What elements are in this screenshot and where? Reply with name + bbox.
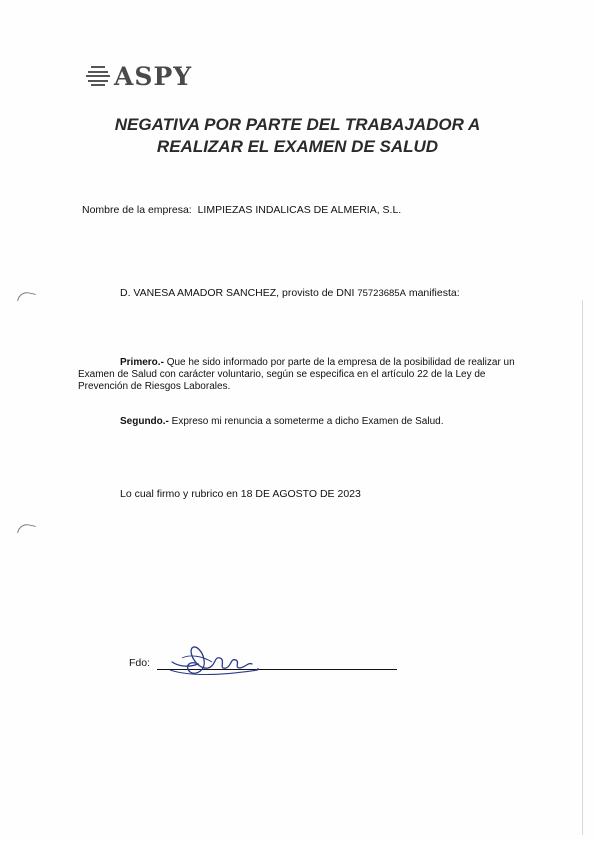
- declarant-name: D. VANESA AMADOR SANCHEZ,: [120, 287, 280, 299]
- scan-edge-line: [582, 300, 583, 835]
- dni-number: 75723685A: [357, 288, 406, 299]
- document-title: [100, 114, 495, 158]
- declarant-line: [120, 287, 460, 299]
- company-name: LIMPIEZAS INDALICAS DE ALMERIA, S.L.: [197, 204, 402, 216]
- dni-label: provisto de DNI: [282, 287, 355, 299]
- clause-heading: Primero.-: [120, 357, 164, 368]
- declarant-verb: manifiesta:: [408, 287, 460, 299]
- title-line-1: NEGATIVA POR PARTE DEL TRABAJADOR A: [114, 115, 481, 134]
- clause-second: [78, 416, 526, 428]
- signature-label: Fdo:: [129, 657, 151, 669]
- clause-first: [78, 357, 526, 393]
- aspy-stripes-logo-icon: [86, 66, 110, 86]
- punch-hole-mark: [17, 522, 36, 536]
- company-label: Nombre de la empresa:: [82, 204, 192, 216]
- punch-hole-mark: [17, 290, 36, 304]
- logo-text: ASPY: [114, 61, 193, 91]
- handwritten-signature-icon: [168, 636, 268, 682]
- title-line-2: REALIZAR EL EXAMEN DE SALUD: [156, 137, 439, 156]
- clause-heading: Segundo.-: [120, 416, 169, 427]
- clause-text: Que he sido informado por parte de la empresa de la posibilidad de realizar un Examen de Salud con carácter voluntario, según se especifica en el artículo 22 de la Ley de Prevención de Riesgos Laborales.: [78, 357, 515, 392]
- company-line: [82, 204, 401, 216]
- company-logo: [86, 62, 192, 90]
- clause-text: Expreso mi renuncia a someterme a dicho Examen de Salud.: [171, 416, 444, 427]
- closing-statement: Lo cual firmo y rubrico en 18 DE AGOSTO DE 2023: [120, 488, 361, 500]
